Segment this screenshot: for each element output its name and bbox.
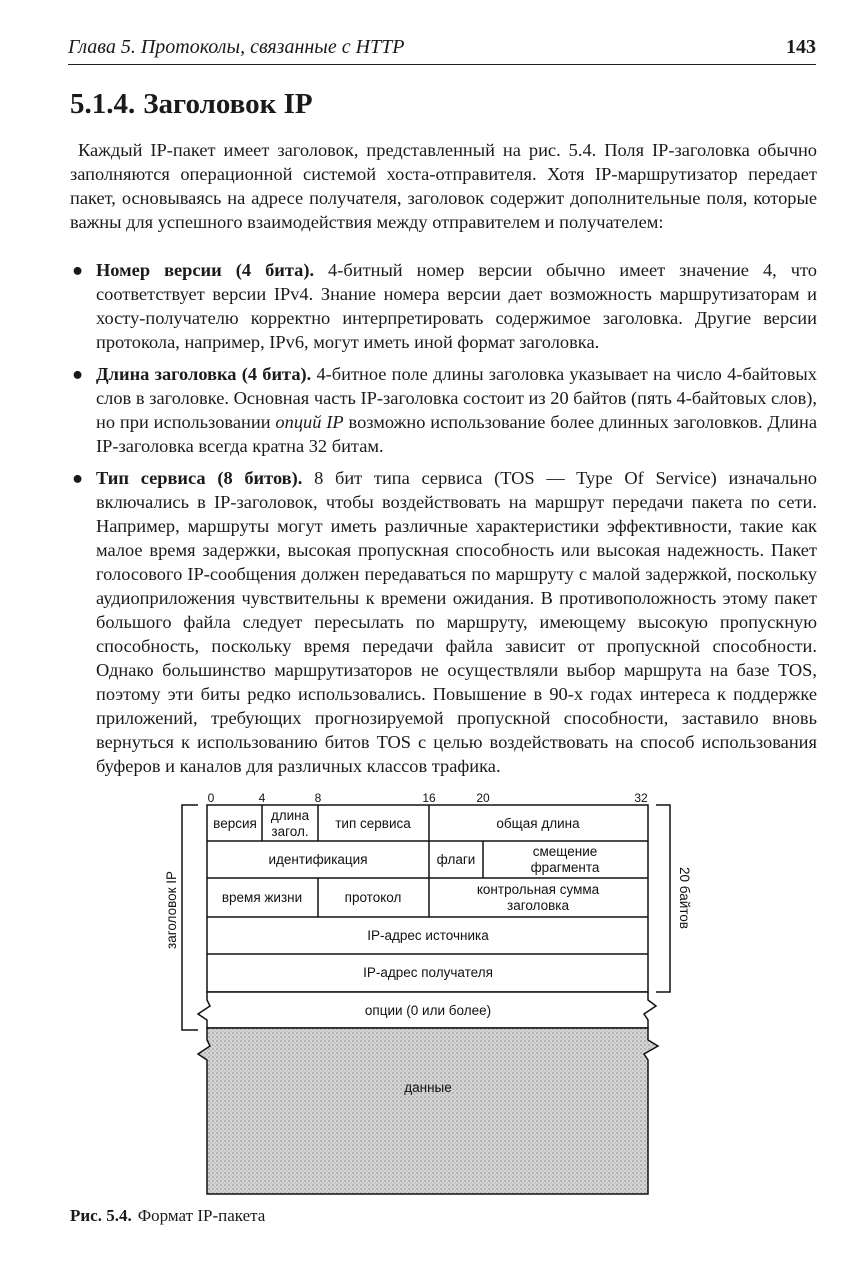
bullet-icon: ● xyxy=(72,364,84,384)
bullet-icon: ● xyxy=(72,468,84,488)
list-item xyxy=(70,466,817,778)
field-time-to-live: время жизни xyxy=(221,890,303,905)
list-item-emphasis: опций IP xyxy=(275,412,344,432)
field-flags: флаги xyxy=(436,852,476,867)
caption-label: Рис. 5.4. xyxy=(70,1206,132,1225)
field-header-length-line2: загол. xyxy=(271,824,309,839)
bit-label-32: 32 xyxy=(634,791,648,805)
left-bracket xyxy=(182,805,198,1030)
list-item-term: Тип сервиса (8 битов). xyxy=(96,468,303,488)
running-header xyxy=(68,30,816,65)
field-destination-address: IP-адрес получателя xyxy=(363,965,493,980)
field-fragment-offset-line2: фрагмента xyxy=(530,860,600,875)
bit-label-4: 4 xyxy=(258,791,266,805)
list-item-text: 4-битное поле длины заголовка указывает на число 4-байтовых слов в заголовке. Основная часть IP-заголовка состоит из 20 байтов (пять 4-байтовых слов), но при использовании xyxy=(96,364,817,432)
field-protocol: протокол xyxy=(344,890,402,905)
bullet-icon: ● xyxy=(72,260,84,280)
field-identification: идентификация xyxy=(268,852,368,867)
list-item-term: Длина заголовка (4 бита). xyxy=(96,364,312,384)
field-total-length: общая длина xyxy=(496,816,580,831)
ip-packet-diagram xyxy=(160,788,700,1198)
bit-label-16: 16 xyxy=(422,791,436,805)
caption-text: Формат IP-пакета xyxy=(137,1206,266,1225)
right-bracket xyxy=(656,805,670,992)
list-item xyxy=(70,362,817,458)
running-title: Глава 5. Протоколы, связанные с HTTP xyxy=(68,36,405,58)
right-bracket-label: 20 байтов xyxy=(677,867,692,929)
bit-label-8: 8 xyxy=(314,791,322,805)
field-header-length-line1: длина xyxy=(270,808,310,823)
list-item xyxy=(70,258,817,354)
figure-caption xyxy=(70,1206,265,1226)
list-item-text-end: возможно использование более длинных заголовков. Длина IP-заголовка всегда кратна 32 битам. xyxy=(96,412,817,456)
section-title xyxy=(70,88,313,121)
field-version: версия xyxy=(213,816,257,831)
field-list xyxy=(70,258,817,786)
section-title-text: Заголовок IP xyxy=(143,88,313,120)
field-data: данные xyxy=(404,1080,452,1095)
page-number: 143 xyxy=(786,36,816,58)
list-item-text: 8 бит типа сервиса (TOS — Type Of Service) изначально включались в IP-заголовок, чтобы воздействовать на маршрут передачи пакета по сети. Например, маршруты могут иметь различные характеристики эффективности, такие как малое время задержки, высокая пропускная способность или высокая надежность. Пакет голосового IP-сообщения должен передаваться по маршруту с малой задержкой, поскольку аудиоприложения чувствительны к времени ожидания. В противоположность этому пакет большого файла следует пересылать по маршруту, имеющему высокую пропускную способность, поскольку время передачи файла зависит от пропускной способности. Однако большинство маршрутизаторов не осуществляли выбор маршрута на базе TOS, поэтому эти биты редко использовались. Повышение в 90-х годах интереса к поддержке приложений, требующих прогнозируемой пропускной способности, заставило вновь вернуться к использованию битов TOS с целью воздействовать на способ использования буферов и каналов для различных классов трафика. xyxy=(96,468,817,776)
list-item-text: 4-битный номер версии обычно имеет значение 4, что соответствует версии IPv4. Знание номера версии дает возможность маршрутизаторам и хосту-получателю корректно интерпретировать содержимое заголовка. Другие версии протокола, например, IPv6, могут иметь иной формат заголовка. xyxy=(96,260,817,352)
section-number: 5.1.4. xyxy=(70,88,136,120)
left-bracket-label: заголовок IP xyxy=(164,870,179,950)
field-type-of-service: тип сервиса xyxy=(335,816,411,831)
field-checksum-line2: заголовка xyxy=(507,898,569,913)
intro-paragraph: Каждый IP-пакет имеет заголовок, представленный на рис. 5.4. Поля IP-заголовка обычно заполняются операционной системой хоста-отправителя. Хотя IP-маршрутизатор передает пакет, основываясь на адресе получателя, заголовок содержит дополнительные поля, которые важны для успешного взаимодействия между отправителем и получателем: xyxy=(70,140,817,232)
field-options: опции (0 или более) xyxy=(364,1003,492,1018)
data-area xyxy=(198,1028,658,1194)
field-checksum-line1: контрольная сумма xyxy=(476,882,600,897)
bit-label-20: 20 xyxy=(476,791,490,805)
list-item-term: Номер версии (4 бита). xyxy=(96,260,315,280)
field-source-address: IP-адрес источника xyxy=(367,928,489,943)
field-fragment-offset-line1: смещение xyxy=(532,844,598,859)
bit-label-0: 0 xyxy=(207,791,215,805)
